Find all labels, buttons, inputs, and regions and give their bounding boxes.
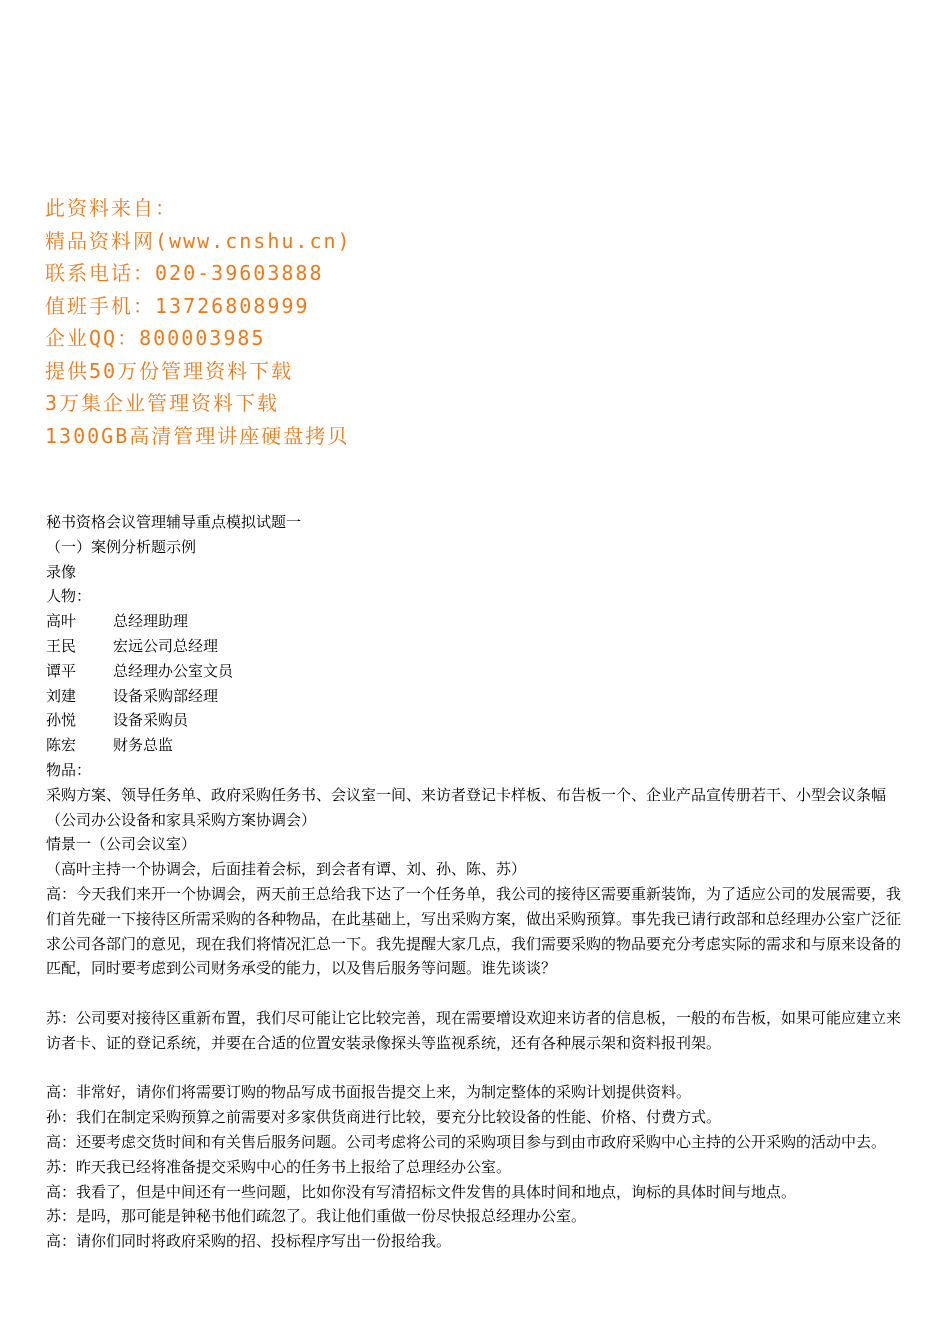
download-line-1: 提供50万份管理资料下载: [45, 358, 294, 383]
character-row: [46, 634, 908, 659]
section-heading: （一）案例分析题示例: [46, 537, 197, 556]
download-line-3: 1300GB高清管理讲座硬盘拷贝: [45, 423, 350, 448]
character-name: 陈宏: [46, 736, 77, 755]
character-name: 孙悦: [46, 711, 77, 730]
dialogue-paragraph: 高：请你们同时将政府采购的招、投标程序写出一份报给我。: [46, 1232, 452, 1251]
character-name: 王民: [46, 636, 77, 655]
source-line: 此资料来自：: [45, 196, 177, 220]
character-row: [46, 708, 908, 733]
character-name: 高叶: [46, 612, 77, 631]
scene-note: （高叶主持一个协调会，后面挂着会标，到会者有谭、刘、孙、陈、苏）: [46, 860, 527, 879]
character-role: 财务总监: [113, 736, 174, 755]
character-role: 总经理办公室文员: [113, 661, 234, 680]
character-name: 刘建: [46, 686, 77, 705]
dialogue-paragraph: 苏：昨天我已经将准备提交采购中心的任务书上报给了总理经办公室。: [46, 1157, 512, 1176]
source-info-block: [45, 192, 545, 452]
paragraph-spacer: [46, 981, 908, 1006]
character-role: 设备采购员: [113, 711, 189, 730]
dialogue-paragraph: 高：还要考虑交货时间和有关售后服务问题。公司考虑将公司的采购项目参与到由市政府采购中心主持的公开采购的活动中去。: [46, 1132, 887, 1151]
character-role: 总经理助理: [113, 612, 189, 631]
character-row: [46, 684, 908, 709]
mobile-line: 值班手机：13726808999: [45, 293, 310, 318]
dialogue-paragraph: 苏：是吗，那可能是钟秘书他们疏忽了。我让他们重做一份尽快报总经理办公室。: [46, 1207, 587, 1226]
paragraph-spacer: [46, 1056, 908, 1081]
video-label: 录像: [46, 562, 77, 581]
website-line: 精品资料网(www.cnshu.cn): [45, 228, 352, 253]
dialogue-paragraph: 高：我看了，但是中间还有一些问题，比如你没有写清招标文件发售的具体时间和地点，询标的具体时间与地点。: [46, 1182, 797, 1201]
character-row: [46, 659, 908, 684]
dialogue-paragraph: 高：非常好，请你们将需要订购的物品写成书面报告提交上来，为制定整体的采购计划提供资料。: [46, 1083, 692, 1102]
character-row: [46, 733, 908, 758]
phone-line: 联系电话：020-39603888: [45, 261, 324, 285]
download-line-2: 3万集企业管理资料下载: [45, 391, 280, 415]
items-paragraph: 采购方案、领导任务单、政府采购任务书、会议室一间、来访者登记卡样板、布告板一个、企业产品宣传册若干、小型会议条幅（公司办公设备和家具采购方案协调会）: [46, 785, 887, 829]
document-title: 秘书资格会议管理辅导重点模拟试题一: [46, 513, 302, 531]
items-label: 物品：: [46, 760, 92, 779]
scene-heading: 情景一（公司会议室）: [46, 835, 197, 854]
dialogue-paragraph: 苏：公司要对接待区重新布置，我们尽可能让它比较完善，现在需要增设欢迎来访者的信息板，一般的布告板，如果可能应建立来访者卡、证的登记系统，并要在合适的位置安装录像探头等监视系统，还有各种展示架和资料报刊架。: [46, 1008, 902, 1052]
dialogue-paragraph: 高：今天我们来开一个协调会，两天前王总给我下达了一个任务单，我公司的接待区需要重新装饰，为了适应公司的发展需要，我们首先碰一下接待区所需采购的各种物品，在此基础上，写出采购方案，做出采购预算。事先我已请行政部和总经理办公室广泛征求公司各部门的意见，现在我们将情况汇总一下。我先提醒大家几点，我们需要采购的物品要充分考虑实际的需求和与原来设备的匹配，同时要考虑到公司财务承受的能力，以及售后服务等问题。谁先谈谈？: [46, 884, 902, 978]
character-role: 宏远公司总经理: [113, 636, 219, 655]
characters-label: 人物：: [46, 587, 92, 606]
character-role: 设备采购部经理: [113, 686, 219, 705]
character-name: 谭平: [46, 661, 77, 680]
qq-line: 企业QQ：800003985: [45, 326, 266, 350]
dialogue-paragraph: 孙：我们在制定采购预算之前需要对多家供货商进行比较，要充分比较设备的性能、价格、付费方式。: [46, 1108, 722, 1127]
character-row: [46, 609, 908, 634]
document-body: [46, 510, 908, 1254]
